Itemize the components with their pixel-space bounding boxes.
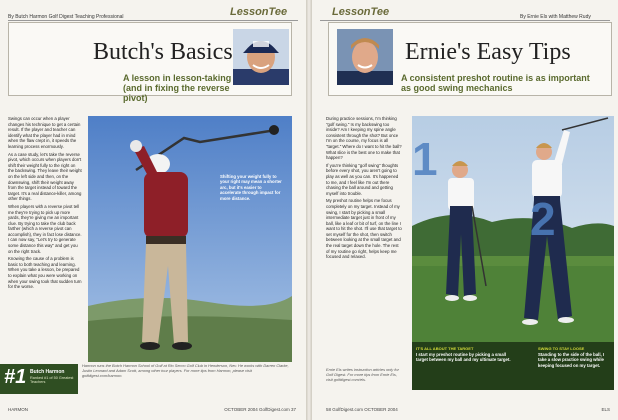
header-box (8, 22, 292, 103)
caption-2-heading: SWING TO STAY LOOSE (538, 346, 585, 351)
author-portrait (233, 29, 289, 85)
byline: By Ernie Els with Matthew Rudy (520, 14, 591, 20)
article-body (8, 116, 82, 292)
paragraph: If you're thinking "golf swing" thoughts before every shot, you aren't going to play as well as you can. It's happened to me, and I feel like I'm out there chasing the ball around and getting myself into trouble. (326, 162, 399, 196)
harmon-swing-photo (88, 116, 292, 362)
page-title: Ernie's Easy Tips (405, 39, 571, 65)
page-title: Butch's Basics (93, 39, 233, 65)
section-label: LessonTee (332, 6, 390, 18)
folio: HARMON (8, 407, 28, 412)
photo-caption: Shifting your weight fully to your right may mean a shorter arc, but it's easier to accelerate through impact for more distance. (220, 174, 282, 201)
rank-number: #1 (4, 366, 27, 388)
caption-2: Standing to the side of the ball, I take a slow practice swing while keeping focused on my target. (538, 352, 605, 368)
rank-name: Butch Harmon (30, 369, 65, 375)
deck: A consistent preshot routine is as important as good swing mechanics (401, 73, 590, 93)
paragraph: Knowing the cause of a problem is basic to both teaching and learning. When you take a lesson, be prepared to explain what you were working on when your swing took that sudden turn for the worse. (8, 256, 82, 290)
divider (8, 20, 298, 21)
right-page (312, 0, 618, 420)
article-body (326, 116, 402, 262)
paragraph: As a case study, let's take the reverse pivot, which occurs when players don't shift their weight fully to the right on the backswing. They leave their weight on the left side and then, on the downswing, shift their weight away from the target instead of toward the target. It's a real distance-killer, among other things. (8, 151, 82, 202)
paragraph: When players with a reverse pivot tell me they're trying to pick up more yards, they're giving me an important clue. By trying to take the club back farther (which a reverse pivot can accomplish), they in fact lose distance. I can now say, "Let's try to generate some distance this way" and get you on the right track. (8, 203, 82, 254)
caption-1-heading: IT'S ALL ABOUT THE TARGET (416, 346, 474, 351)
folio: 58 GolfDigest.com OCTOBER 2004 (326, 407, 398, 412)
left-page (0, 0, 306, 420)
ranking-badge (0, 364, 78, 394)
deck: A lesson in lesson-taking (and in fixing the reverse pivot) (123, 73, 232, 103)
step-number-2: 2 (530, 193, 556, 245)
folio: ELS (601, 407, 610, 412)
section-label: LessonTee (230, 6, 288, 18)
header-box (328, 22, 612, 96)
paragraph: Swings can occur when a player changes his technique to get a certain result. If the player and teacher can identify what the player had in mind when the flaw crept in, it speeds the learning process enormously. (8, 116, 81, 149)
paragraph: My preshot routine helps me focus completely on my target. Instead of my swing, I start by picking a small intermediate target just in front of my ball, like a leaf or bit of turf, on the line I want to hit the shot. I'll use that target to set myself for the shot, then switch between looking at the small target and the real target down the hole. The rest of my routine go right, helps keep me focused and relaxed. (326, 198, 402, 260)
byline: By Butch Harmon Golf Digest Teaching Professional (8, 14, 124, 20)
author-footnote: Ernie Els writes instruction articles only for Golf Digest. For more tips from Ernie Els, visit golfdigest.com/els. (326, 367, 399, 382)
divider (320, 20, 610, 21)
author-portrait (337, 29, 393, 85)
caption-1: I start my preshot routine by picking a small target between my ball and my ultimate target. (416, 352, 511, 363)
els-routine-photo (412, 116, 614, 390)
folio: OCTOBER 2004 GolfDigest.com 37 (224, 407, 296, 412)
rank-subtitle: Ranked #1 of 50 Greatest Teachers (30, 376, 74, 385)
paragraph: During practice sessions, I'm thinking "golf swing." Is my backswing too inside? Am I keeping my spine angle consistent through the shot? But once I'm on the course, my focus is all "target." Where do I want to hit the ball? What slice is the best one to make that happen? (326, 116, 402, 161)
author-footnote: Harmon runs the Butch Harmon School of Golf at Rio Secco Golf Club in Henderson, Nev. He works with Darren Clarke, Justin Leonard and Adam Scott, among other tour players. For more tips from Harmon, please visit golfdigest.com/harmon. (82, 363, 289, 378)
step-number-1: 1 (412, 133, 438, 185)
